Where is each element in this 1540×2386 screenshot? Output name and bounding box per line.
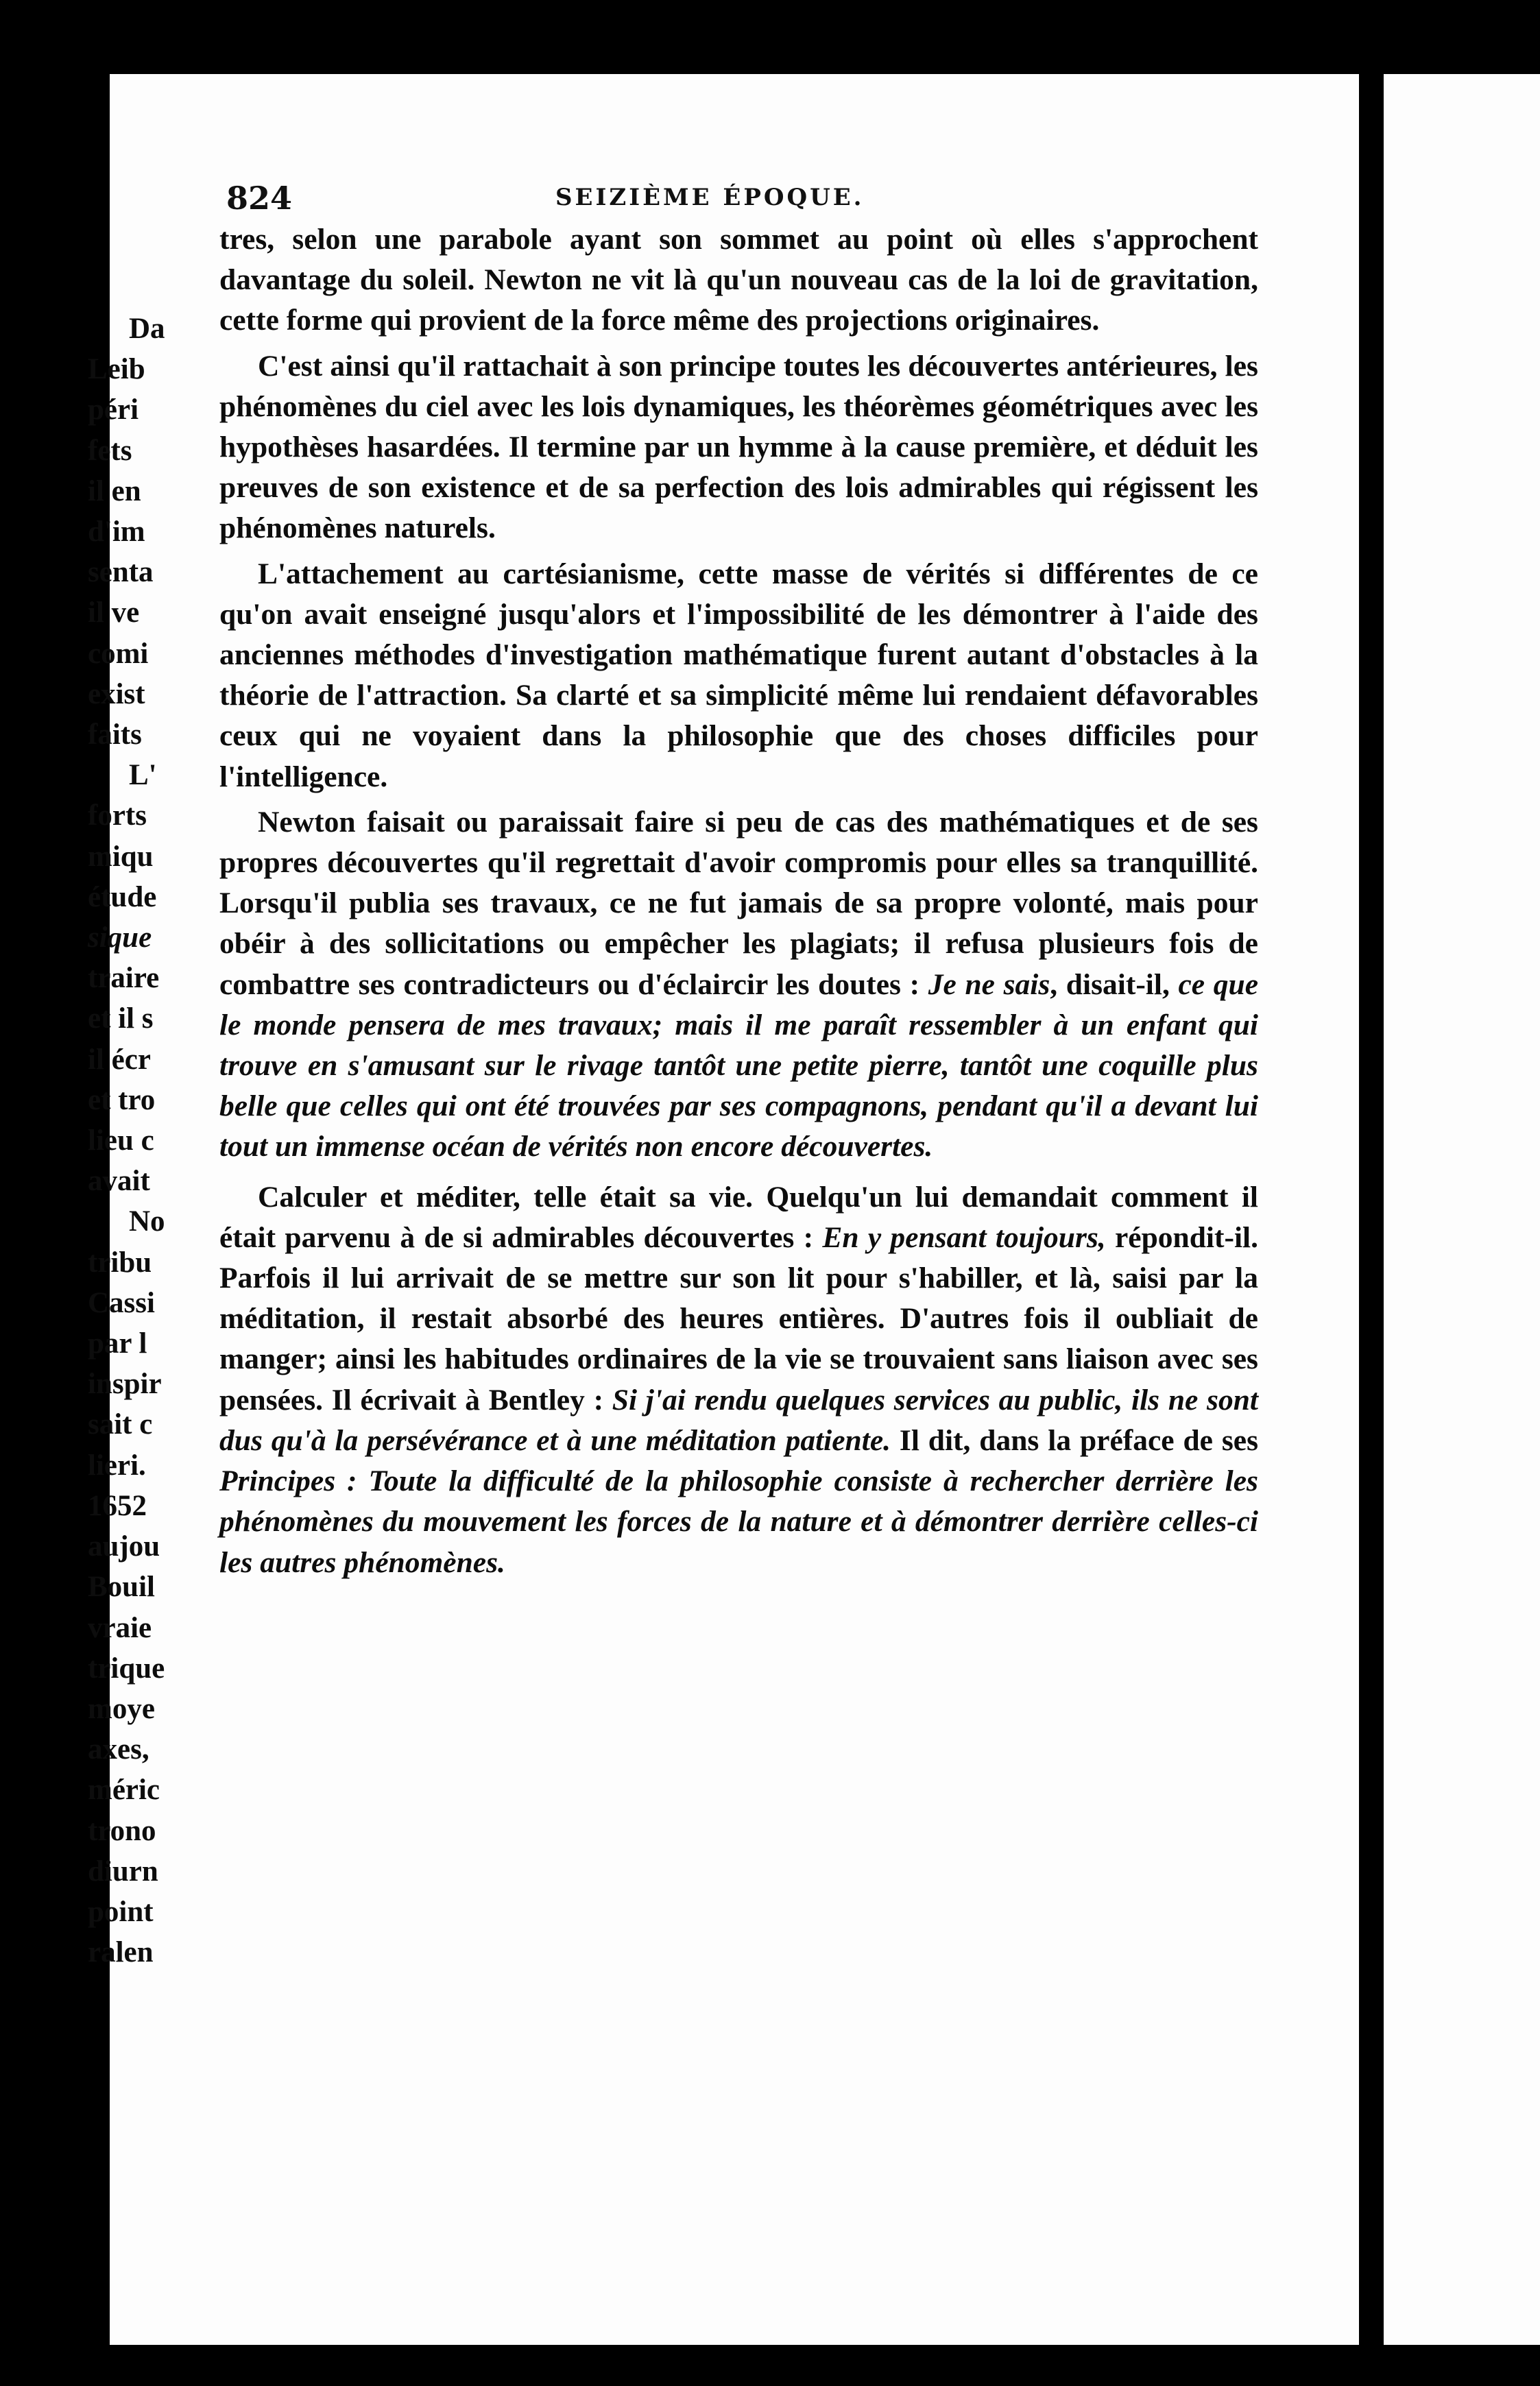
facing-page-line: Da	[129, 313, 165, 345]
facing-page-line: tribu	[88, 1246, 152, 1279]
facing-page-line: lieri.	[88, 1449, 146, 1482]
facing-page-line: point	[88, 1895, 154, 1928]
page-number: 824	[226, 180, 293, 217]
facing-page-line: vraie	[88, 1611, 152, 1644]
page-body	[219, 219, 1258, 1588]
facing-page-line: et tro	[88, 1083, 156, 1116]
facing-page-line: trique	[88, 1652, 165, 1685]
facing-page-line: forts	[88, 799, 147, 832]
facing-page-line: senta	[88, 556, 154, 589]
paragraph-4	[219, 802, 1258, 1168]
facing-page-line: il écr	[88, 1043, 151, 1076]
paragraph-5	[219, 1177, 1258, 1583]
paragraph-5-text: répondit-il. Parfois il lui arrivait de se mettre sur son lit pour s'habiller, et là, saisi par la méditation, il restait absorbé des heures entières. D'autres fois il oubliait de manger; ainsi les habitudes ordinaires de la vie se trouvaient sans liaison avec ses pensées. Il écrivait à Bentley :	[219, 1220, 1259, 1417]
quote-en-y-pensant: En y pensant toujours,	[822, 1220, 1106, 1254]
facing-page-line: lieu c	[88, 1124, 154, 1157]
facing-page-edge	[1384, 74, 1540, 2345]
quote-je-ne-sais: Je ne sais	[928, 967, 1050, 1001]
paragraph-4-text: Newton faisait ou paraissait faire si peu de cas des mathématiques et de ses propres découvertes qu'il regrettait d'avoir compromis pour elles sa tranquillité. Lorsqu'il publia ses travaux, ce ne fut jamais de sa propre volonté, mais pour obéir à des sollicitations ou empêcher les plagiats; il refusa plusieurs fois de combattre ses contradicteurs ou d'éclaircir les doutes :	[219, 805, 1258, 1001]
paragraph-2: C'est ainsi qu'il rattachait à son principe toutes les découvertes antérieures, les phénomènes du ciel avec les lois dynamiques, les théorèmes géométriques avec les hypothèses hasardées. Il termine par un hymme à la cause première, et déduit les preuves de son existence et de sa perfection des lois admirables qui régissent les phénomènes naturels.	[219, 349, 1258, 545]
facing-page-line: sait c	[88, 1408, 153, 1441]
facing-page-line: avait	[88, 1165, 150, 1198]
facing-page-line: exist	[88, 677, 145, 710]
facing-page-text	[88, 309, 165, 1973]
facing-page-line: trono	[88, 1814, 156, 1847]
facing-page-line: sique	[88, 921, 152, 954]
running-head: SEIZIÈME ÉPOQUE.	[555, 184, 865, 211]
facing-page-line: d'im	[88, 516, 145, 549]
facing-page-line: faits	[88, 719, 142, 751]
facing-page-line: par l	[88, 1327, 147, 1360]
facing-page-line: il ve	[88, 596, 140, 629]
facing-page-line: miqu	[88, 840, 154, 873]
facing-page-line: comi	[88, 637, 149, 670]
facing-page-line: péri	[88, 394, 139, 426]
facing-page-line: Cassi	[88, 1286, 155, 1319]
facing-page-line: Bouil	[88, 1571, 155, 1604]
facing-page-line: axes,	[88, 1733, 149, 1766]
paragraph-4-text: , disait-il,	[1050, 967, 1179, 1001]
facing-page-line: L'	[129, 759, 157, 792]
facing-page-line: diurn	[88, 1855, 158, 1888]
facing-page-line: ralen	[88, 1936, 154, 1969]
facing-page-line: méric	[88, 1774, 160, 1807]
principes-quote: Principes : Toute la difficulté de la philosophie consiste à rechercher derrière les phénomènes du mouvement les forces de la nature et à démontrer derrière celles-ci les autres phénomènes.	[219, 1465, 1258, 1579]
facing-page-line: traire	[88, 962, 160, 995]
facing-page-line: il en	[88, 474, 141, 507]
facing-page-line: 1652	[88, 1489, 147, 1522]
facing-page-line: aujou	[88, 1530, 160, 1563]
facing-page-line: No	[129, 1205, 165, 1238]
facing-page-line: Leib	[88, 353, 145, 386]
facing-page-line: étude	[88, 880, 157, 913]
paragraph-3: L'attachement au cartésianisme, cette masse de vérités si différentes de ce qu'on avait enseigné jusqu'alors et l'impossibilité de les démontrer à l'aide des anciennes méthodes d'investigation mathématique furent autant d'obstacles à la théorie de l'attraction. Sa clarté et sa simplicité même lui rendaient défavorables ceux qui ne voyaient dans la philosophie que des choses difficiles pour l'intelligence.	[219, 557, 1258, 793]
newton-quote: ce que le monde pensera de mes travaux; mais il me paraît ressembler à un enfant qui trouve en s'amusant sur le rivage tantôt une petite pierre, tantôt une coquille plus belle que celles qui ont été trouvées par ses compagnons, pendant qu'il a devant lui tout un immense océan de vérités non encore découvertes.	[219, 967, 1259, 1164]
paragraph-5-text: Il dit, dans la préface de ses	[891, 1423, 1259, 1457]
paragraph-5-text: Calculer et méditer, telle était sa vie. Quelqu'un lui demandait comment il était parvenu à de si admirables découvertes :	[219, 1180, 1258, 1254]
facing-page-line: fets	[88, 434, 132, 467]
facing-page-line: et il s	[88, 1002, 154, 1035]
paragraph-1: tres, selon une parabole ayant son sommet au point où elles s'approchent davantage du soleil. Newton ne vit là qu'un nouveau cas de la loi de gravitation, cette forme qui provient de la force même des projections originaires.	[219, 223, 1258, 337]
bentley-quote: Si j'ai rendu quelques services au public, ils ne sont dus qu'à la persévérance et à une méditation patiente.	[219, 1383, 1258, 1457]
facing-page-line: moye	[88, 1692, 155, 1725]
facing-page-line: inspir	[88, 1368, 162, 1401]
